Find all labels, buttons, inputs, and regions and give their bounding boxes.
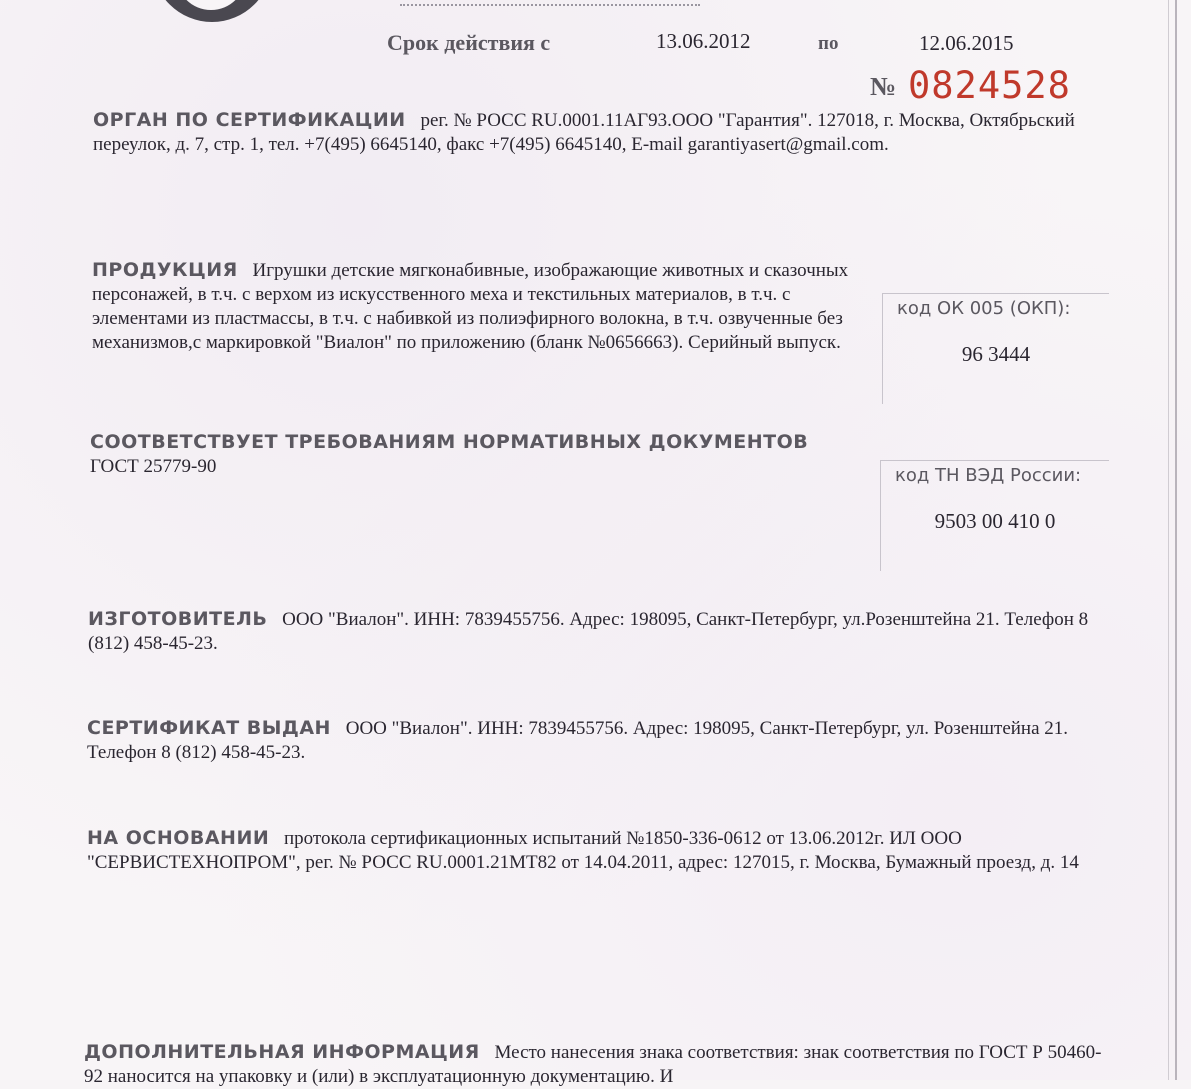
frame-border: [1175, 0, 1177, 1080]
product-section: [92, 258, 882, 355]
header-rule: [400, 0, 700, 6]
issued-to-text: ООО "Виалон". ИНН: 7839455756. Адрес: 198095, Санкт-Петербург, ул. Розенштейна 21. Телефон 8 (812) 458-45-23.: [87, 718, 1069, 763]
additional-info-text: Место нанесения знака соответствия: знак соответствия по ГОСТ Р 50460-92 наносится на упаковку и (или) в эксплуатационную документацию. И: [84, 1042, 1102, 1087]
issued-to-heading: СЕРТИФИКАТ ВЫДАН: [87, 717, 331, 739]
okp-code-box: [882, 293, 1109, 404]
certification-body-text: рег. № РОСС RU.0001.11АГ93.ООО "Гарантия". 127018, г. Москва, Октябрьский переулок, д. 7, стр. 1, тел. +7(495) 6645140, факс +7(495) 6645140, E-mail garantiyasert@gmail.com.: [93, 110, 1075, 155]
valid-from-date: 13.06.2012: [656, 29, 751, 53]
okp-code-label: код ОК 005 (ОКП):: [897, 298, 1071, 319]
validity-label: Срок действия с: [387, 30, 551, 55]
tnved-code-value: 9503 00 410 0: [934, 509, 1056, 533]
certification-body-section: [93, 108, 1103, 157]
conformity-standard: ГОСТ 25779-90: [90, 456, 217, 477]
basis-heading: НА ОСНОВАНИИ: [87, 827, 270, 849]
certification-body-heading: ОРГАН ПО СЕРТИФИКАЦИИ: [93, 109, 406, 131]
manufacturer-text: ООО "Виалон". ИНН: 7839455756. Адрес: 198095, Санкт-Петербург, ул.Розенштейна 21. Телефон 8 (812) 458-45-23.: [88, 609, 1089, 654]
cert-number-sign: №: [870, 72, 897, 101]
frame-border-inner: [1168, 0, 1169, 1080]
conformity-heading: СООТВЕТСТВУЕТ ТРЕБОВАНИЯМ НОРМАТИВНЫХ ДОКУМЕНТОВ: [90, 431, 809, 453]
tnved-code-box: [880, 460, 1109, 571]
manufacturer-section: [88, 607, 1113, 656]
basis-text: протокола сертификационных испытаний №1850-336-0612 от 13.06.2012г. ИЛ ООО "СЕРВИСТЕХНОПРОМ", рег. № РОСС RU.0001.21МТ82 от 14.04.2011, адрес: 127015, г. Москва, Бумажный проезд, д. 14: [87, 828, 1079, 873]
conformity-section: [90, 430, 890, 479]
cert-number: 0824528: [908, 64, 1071, 107]
valid-to-label: по: [818, 33, 839, 54]
basis-section: [87, 826, 1117, 875]
product-text: Игрушки детские мягконабивные, изображающие животных и сказочных персонажей, в т.ч. с верхом из искусственного меха и текстильных материалов, в т.ч. с элементами из пластмассы, в т.ч. с набивкой из полиэфирного волокна, в т.ч. озвученные без механизмов,с маркировкой "Виалон" по приложению (бланк №0656663). Серийный выпуск.: [92, 260, 849, 353]
manufacturer-heading: ИЗГОТОВИТЕЛЬ: [88, 608, 268, 630]
tnved-code-label: код ТН ВЭД России:: [895, 465, 1082, 486]
additional-info-heading: ДОПОЛНИТЕЛЬНАЯ ИНФОРМАЦИЯ: [84, 1041, 480, 1063]
product-heading: ПРОДУКЦИЯ: [92, 259, 238, 281]
okp-code-value: 96 3444: [961, 342, 1031, 366]
issued-to-section: [87, 716, 1087, 765]
valid-to-date: 12.06.2015: [919, 31, 1014, 55]
additional-info-section: [84, 1040, 1114, 1089]
